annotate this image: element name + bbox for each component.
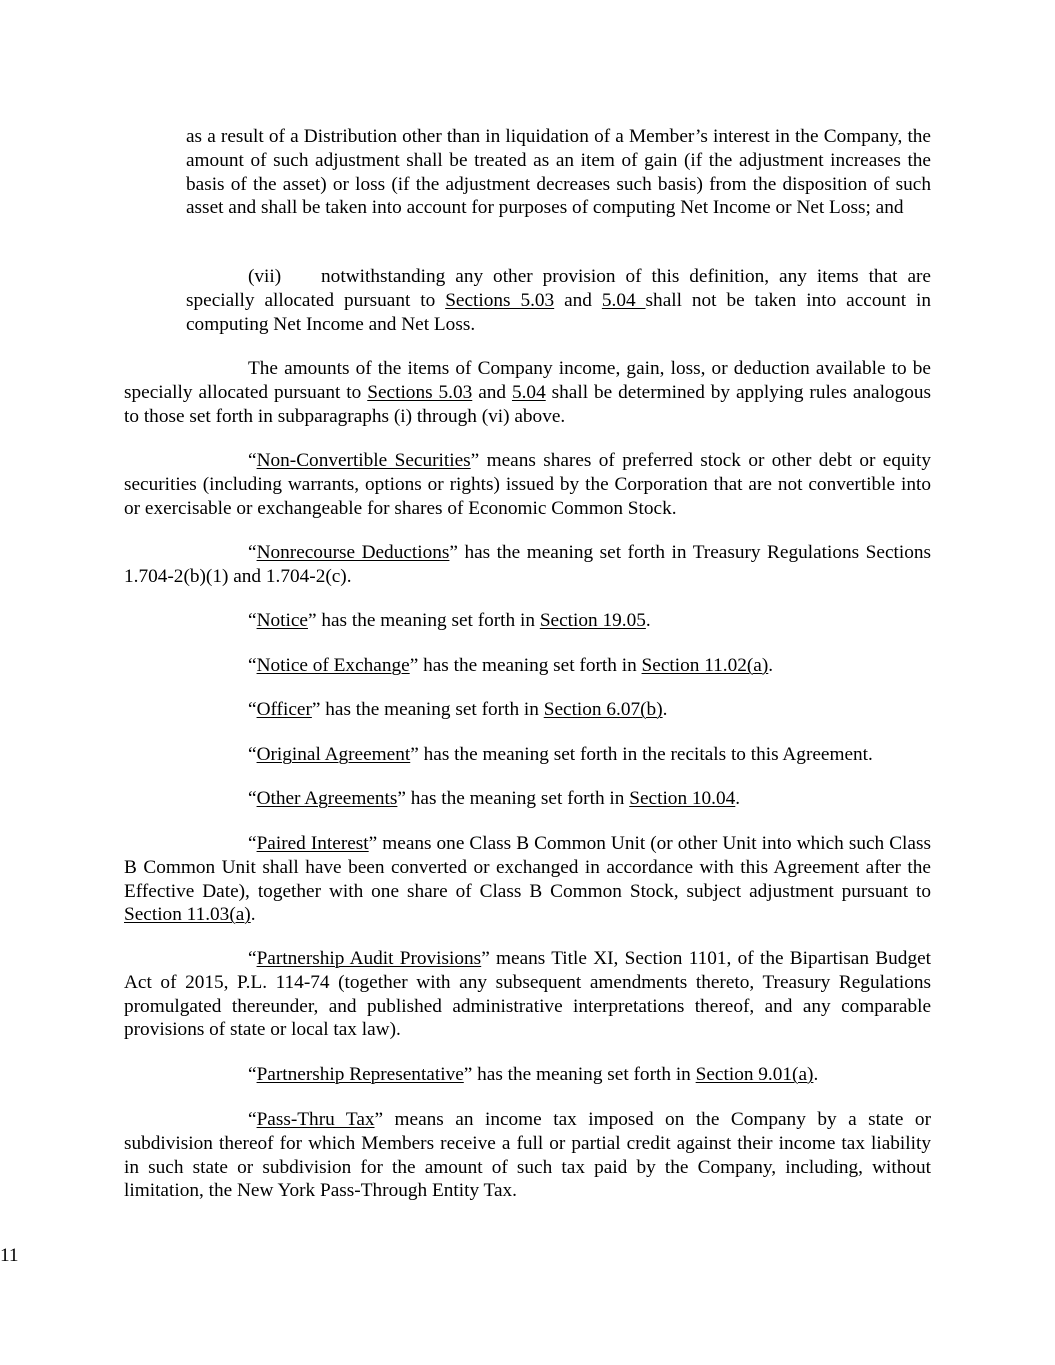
paragraph-net-income-adjustment [186, 125, 931, 220]
defined-term: Non-Convertible Securities [256, 450, 471, 471]
defined-term: Notice of Exchange [256, 655, 410, 676]
definition-original-agreement: “Original Agreement” has the meaning set forth in the recitals to this Agreement. [248, 744, 873, 765]
definition-text: has the meaning set forth in [405, 788, 630, 809]
definition-nonrecourse-deductions: “Nonrecourse Deductions” has the meaning set forth in Treasury Regulations Sections 1.704-2(b)(1) and 1.704-2(c). [124, 542, 932, 587]
definition-text: has the meaning set forth in Treasury Regulations Sections 1.704-2(b)(1) and 1.704-2(c). [124, 542, 932, 587]
definition-pass-thru-tax: “Pass-Thru Tax” means an income tax imposed on the Company by a state or subdivision thereof for which Members receive a full or partial credit against their income tax liability in such state or subdivision for the amount of such tax paid by the Company, including, without limitation, the New York Pass-Through Entity Tax. [124, 1109, 931, 1202]
definition-non-convertible-securities: “Non-Convertible Securities” means shares of preferred stock or other debt or equity securities (including warrants, options or rights) issued by the Corporation that are not convertible into or exercisable or exchangeable for shares of Economic Common Stock. [124, 450, 931, 519]
defined-term: Notice [256, 610, 308, 631]
section-reference: Section 9.01(a) [695, 1064, 814, 1085]
paragraph-text: and [554, 289, 602, 311]
section-reference: Section 19.05 [539, 610, 646, 631]
paragraph-text: as a result of a Distribution other than in liquidation of a Member’s interest in the Company, the amount of such adjustment shall be treated as an item of gain (if the adjustment increases the basis of the asset) or loss (if the adjustment decreases such basis) from the disposition of such asset and shall be taken into account for purposes of computing Net Income or Net Loss; and [186, 126, 931, 219]
definition-text: has the meaning set forth in [316, 610, 540, 631]
definition-notice-of-exchange: “Notice of Exchange” has the meaning set forth in Section 11.02(a). [248, 655, 774, 676]
definition-text: means one Class B Common Unit (or other Unit into which such Class B Common Unit shall have been converted or exchanged in accordance with this Agreement after the Effective Date), together with one share of Class B Common Stock, subject adjustment pursuant to [124, 833, 931, 902]
section-reference: 5.04 [601, 289, 646, 311]
defined-term: Pass-Thru Tax [256, 1109, 375, 1130]
definition-notice: “Notice” has the meaning set forth in Section 19.05. [248, 610, 651, 631]
paragraph-text: (vii) notwithstanding any other provision of this definition, any items that are specially allocated pursuant to [186, 266, 931, 311]
paragraph-text: The amounts of the items of Company income, gain, loss, or deduction available to be specially allocated pursuant to [124, 358, 931, 403]
page-number: 11 [0, 1245, 19, 1266]
definition-partnership-representative: “Partnership Representative” has the meaning set forth in Section 9.01(a). [248, 1064, 819, 1085]
definition-paired-interest: “Paired Interest” means one Class B Common Unit (or other Unit into which such Class B Common Unit shall have been converted or exchanged in accordance with this Agreement after the Effective Date), together with one share of Class B Common Stock, subject adjustment pursuant to Section 11.03(a). [124, 833, 931, 926]
section-reference: Section 6.07(b) [543, 699, 663, 720]
paragraph-clause-vii [186, 265, 931, 336]
definition-text: has the meaning set forth in the recitals to this Agreement. [418, 744, 873, 765]
definition-text: has the meaning set forth in [472, 1064, 696, 1085]
defined-term: Original Agreement [256, 744, 411, 765]
section-reference: 5.04 [511, 381, 546, 403]
defined-term: Officer [256, 699, 312, 720]
paragraph-text: and [472, 381, 512, 403]
section-reference: Sections 5.03 [445, 289, 555, 311]
defined-term: Nonrecourse Deductions [256, 542, 450, 563]
defined-term: Partnership Audit Provisions [256, 948, 482, 969]
section-reference: Section 11.02(a) [641, 655, 769, 676]
definition-text: has the meaning set forth in [320, 699, 544, 720]
section-reference: Section 10.04 [629, 788, 736, 809]
paragraph-special-allocation [124, 357, 931, 428]
section-reference: Sections 5.03 [367, 381, 473, 403]
definition-text: has the meaning set forth in [418, 655, 642, 676]
paragraph-text: shall not be taken into account in computing Net Income and Net Loss. [186, 289, 932, 335]
definition-text: means Title XI, Section 1101, of the Bipartisan Budget Act of 2015, P.L. 114-74 (together with any subsequent amendments thereto, Treasury Regulations promulgated thereunder, and published administrative interpretations thereof, and any comparable provisions of state or local tax law). [124, 948, 931, 1041]
definition-other-agreements: “Other Agreements” has the meaning set forth in Section 10.04. [248, 788, 741, 809]
defined-term: Paired Interest [256, 833, 369, 854]
defined-term: Other Agreements [256, 788, 398, 809]
definition-partnership-audit-provisions: “Partnership Audit Provisions” means Title XI, Section 1101, of the Bipartisan Budget Act of 2015, P.L. 114-74 (together with any subsequent amendments thereto, Treasury Regulations promulgated thereunder, and published administrative interpretations thereof, and any comparable provisions of state or local tax law). [124, 948, 931, 1041]
definition-officer: “Officer” has the meaning set forth in Section 6.07(b). [248, 699, 668, 720]
defined-term: Partnership Representative [256, 1064, 464, 1085]
definition-text: means shares of preferred stock or other debt or equity securities (including warrants, options or rights) issued by the Corporation that are not convertible into or exercisable or exchangeable for shares of Economic Common Stock. [124, 450, 931, 519]
section-reference: Section 11.03(a) [124, 904, 251, 926]
definition-text: means an income tax imposed on the Company by a state or subdivision thereof for which Members receive a full or partial credit against their income tax liability in such state or subdivision for the amount of such tax paid by the Company, including, without limitation, the New York Pass-Through Entity Tax. [124, 1109, 931, 1202]
paragraph-text: shall be determined by applying rules analogous to those set forth in subparagraphs (i) through (vi) above. [124, 381, 931, 427]
